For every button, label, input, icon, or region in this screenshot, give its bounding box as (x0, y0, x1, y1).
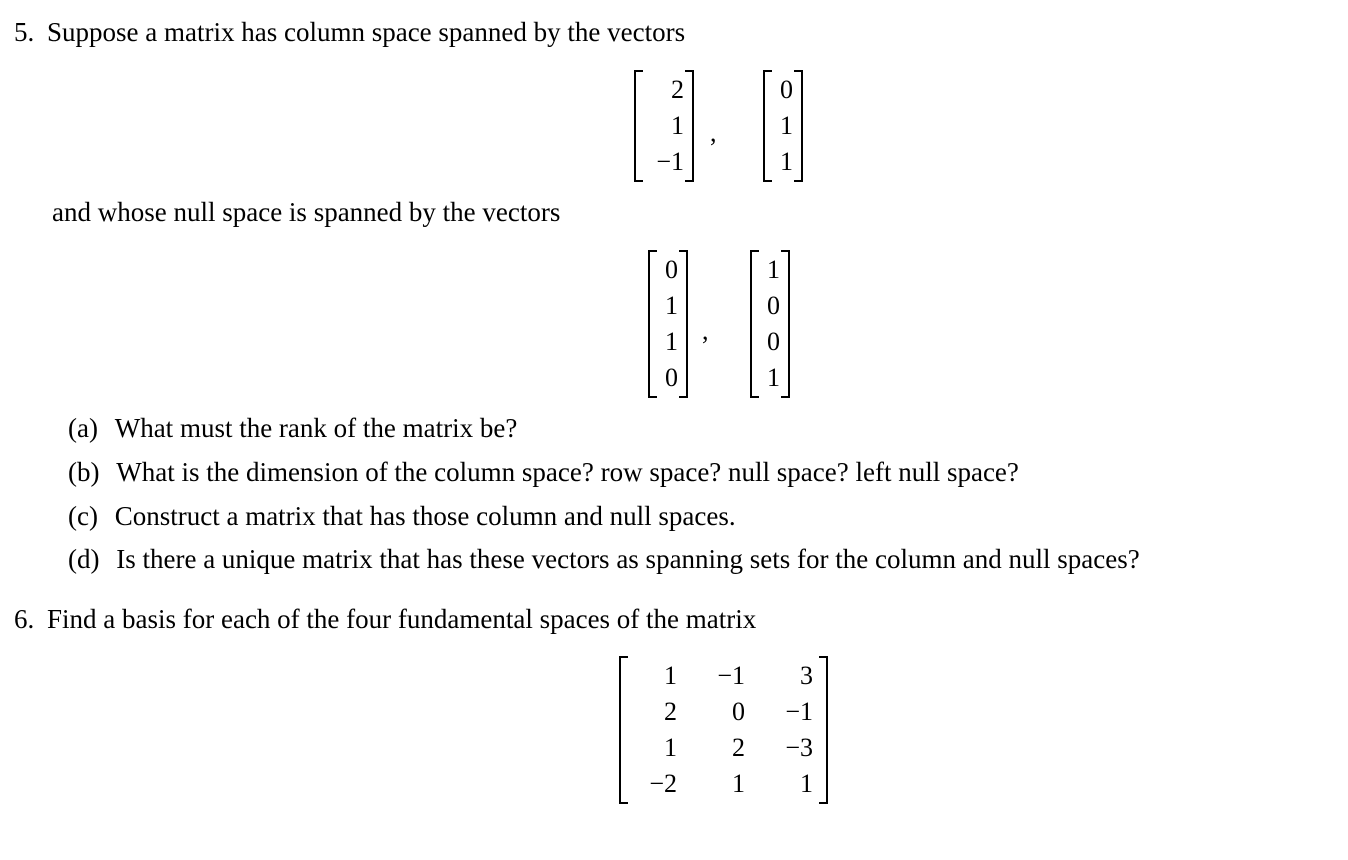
part-text: Construct a matrix that has those column and null spaces. (114, 501, 736, 531)
matrix-entry: 1 (664, 661, 677, 690)
null-space-intro: and whose null space is spanned by the vectors (52, 197, 561, 227)
problem-6-heading (14, 603, 756, 635)
matrix-entry: 0 (665, 255, 678, 284)
matrix-entry: −1 (717, 661, 745, 690)
right-bracket (819, 656, 828, 804)
right-bracket (781, 250, 790, 398)
matrix-entry: 2 (671, 75, 684, 104)
matrix-entry: 2 (664, 697, 677, 726)
right-bracket (679, 250, 688, 398)
left-bracket (619, 656, 628, 804)
problem-6-matrix (619, 656, 828, 804)
vector-separator-comma: , (702, 316, 709, 345)
part-label: (c) (68, 501, 98, 531)
matrix-entry: 2 (732, 733, 745, 762)
part-text: Is there a unique matrix that has these vectors as spanning sets for the column and null spaces? (116, 544, 1140, 574)
matrix-entry: 0 (665, 363, 678, 392)
part-text: What must the rank of the matrix be? (114, 413, 518, 443)
matrix-entry: 1 (767, 363, 780, 392)
left-bracket (750, 250, 759, 398)
part-label: (b) (68, 457, 100, 487)
matrix-entry: 1 (665, 291, 678, 320)
part-a (68, 412, 517, 444)
matrix-entry: 0 (767, 327, 780, 356)
column-vector-1 (634, 70, 694, 182)
part-text: What is the dimension of the column space? row space? null space? left null space? (116, 457, 1019, 487)
matrix-entry: 1 (671, 111, 684, 140)
part-b (68, 456, 1019, 488)
matrix-entry: −3 (785, 733, 813, 762)
matrix-entry: 1 (800, 769, 813, 798)
matrix-entry: 1 (780, 111, 793, 140)
left-bracket (634, 70, 643, 182)
part-label: (d) (68, 544, 100, 574)
right-bracket (685, 70, 694, 182)
problem-6-intro: Find a basis for each of the four fundamental spaces of the matrix (47, 604, 757, 634)
part-c (68, 500, 736, 532)
matrix-entry: 1 (780, 147, 793, 176)
left-bracket (648, 250, 657, 398)
matrix-entry: 1 (732, 769, 745, 798)
right-bracket (794, 70, 803, 182)
matrix-entry: 1 (664, 733, 677, 762)
matrix-entry: −1 (656, 147, 684, 176)
part-label: (a) (68, 413, 98, 443)
matrix-entry: 0 (767, 291, 780, 320)
null-vector-1 (648, 250, 688, 398)
part-d (68, 543, 1140, 575)
matrix-entry: 3 (800, 661, 813, 690)
problem-5-intro: Suppose a matrix has column space spanned by the vectors (47, 17, 686, 47)
problem-6-number: 6. (14, 604, 35, 634)
problem-5-heading (14, 16, 685, 48)
matrix-entry: 0 (780, 75, 793, 104)
left-bracket (763, 70, 772, 182)
matrix-entry: −1 (785, 697, 813, 726)
matrix-entry: 1 (665, 327, 678, 356)
problem-5-number: 5. (14, 17, 35, 47)
matrix-entry: 0 (732, 697, 745, 726)
vector-separator-comma: , (710, 118, 717, 147)
matrix-entry: 1 (767, 255, 780, 284)
matrix-entry: −2 (649, 769, 677, 798)
column-vector-2 (763, 70, 803, 182)
null-vector-2 (750, 250, 790, 398)
